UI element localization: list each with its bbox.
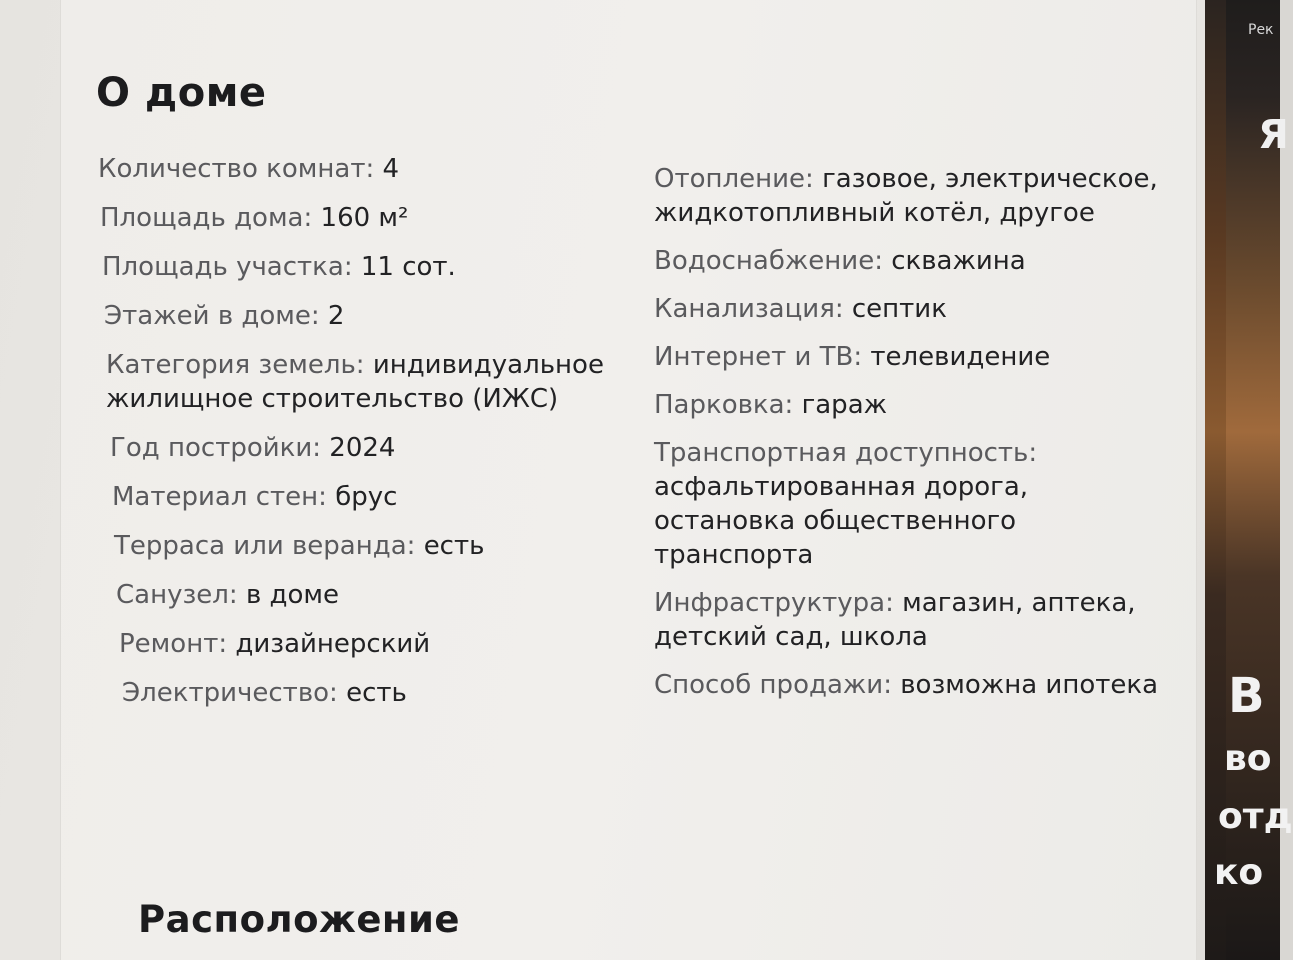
spec-label: Отопление:	[654, 164, 814, 194]
spec-value: в доме	[245, 580, 340, 610]
spec-renovation	[119, 627, 638, 661]
spec-bathroom	[116, 578, 638, 612]
spec-wall-material	[112, 480, 638, 514]
spec-value: есть	[423, 531, 485, 561]
spec-land-category	[106, 348, 638, 416]
spec-value: дизайнерский	[235, 629, 431, 659]
spec-water-supply	[654, 244, 1174, 278]
ad-text-line-4: ко	[1214, 852, 1264, 893]
ad-label: Рек	[1248, 22, 1274, 38]
ad-text-line-2: во	[1224, 738, 1272, 779]
spec-label: Интернет и ТВ:	[654, 342, 863, 372]
spec-house-area	[100, 201, 638, 235]
spec-label: Площадь дома:	[100, 203, 313, 233]
spec-plot-area	[102, 250, 638, 284]
spec-value: есть	[346, 678, 407, 708]
spec-year-built	[110, 431, 638, 465]
ad-headline: Я	[1258, 112, 1289, 158]
spec-transport	[654, 436, 1174, 572]
spec-label: Канализация:	[654, 294, 844, 324]
spec-label: Транспортная доступность:	[654, 438, 1038, 468]
spec-value: 160 м²	[320, 203, 409, 233]
spec-label: Водоснабжение:	[654, 246, 883, 276]
spec-sewerage	[654, 292, 1174, 326]
spec-value: асфальтированная дорога, остановка общественного транспорта	[654, 472, 1029, 570]
spec-label: Терраса или веранда:	[114, 531, 416, 561]
spec-sale-method	[654, 668, 1174, 702]
spec-label: Инфраструктура:	[654, 588, 894, 618]
spec-label: Санузел:	[116, 580, 238, 610]
about-left-column	[98, 152, 638, 725]
spec-label: Количество комнат:	[98, 154, 375, 184]
spec-internet-tv	[654, 340, 1174, 374]
spec-value: септик	[851, 294, 947, 324]
spec-value: индивидуальное жилищное строительство (ИЖС)	[106, 350, 604, 414]
spec-value: 11 сот.	[360, 252, 456, 282]
spec-infrastructure	[654, 586, 1174, 654]
spec-value: газовое, электрическое, жидкотопливный котёл, другое	[654, 164, 1158, 228]
spec-label: Парковка:	[654, 390, 794, 420]
spec-value: 2024	[329, 433, 396, 463]
spec-value: магазин, аптека, детский сад, школа	[654, 588, 1136, 652]
about-house-title: О доме	[96, 70, 267, 116]
spec-terrace	[114, 529, 638, 563]
spec-parking	[654, 388, 1174, 422]
spec-label: Способ продажи:	[654, 670, 892, 700]
spec-label: Ремонт:	[119, 629, 228, 659]
spec-electricity	[122, 676, 638, 710]
spec-value: гараж	[801, 390, 888, 420]
spec-label: Категория земель:	[106, 350, 365, 380]
spec-label: Материал стен:	[112, 482, 327, 512]
spec-heating	[654, 162, 1174, 230]
about-right-column	[654, 162, 1174, 716]
spec-label: Этажей в доме:	[104, 301, 320, 331]
spec-value: 4	[382, 154, 400, 184]
spec-value: 2	[327, 301, 345, 331]
spec-value: брус	[335, 482, 398, 512]
spec-label: Электричество:	[122, 678, 338, 708]
ad-text-line-3: отд	[1218, 796, 1293, 837]
spec-value: телевидение	[870, 342, 1051, 372]
spec-value: скважина	[891, 246, 1026, 276]
spec-rooms	[98, 152, 638, 186]
location-section-title: Расположение	[138, 898, 461, 941]
spec-floors	[104, 299, 638, 333]
spec-label: Год постройки:	[110, 433, 322, 463]
spec-value: возможна ипотека	[900, 670, 1159, 700]
ad-text-line-1: В	[1228, 668, 1265, 724]
spec-label: Площадь участка:	[102, 252, 353, 282]
